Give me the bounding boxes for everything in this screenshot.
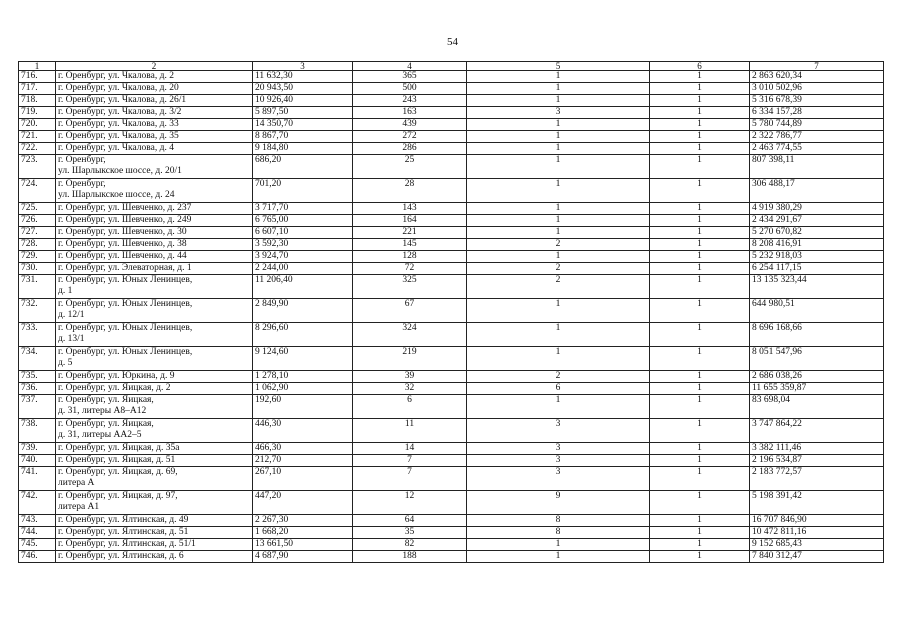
table-row [19,83,884,95]
count-cell: 14 [353,443,467,455]
row-number-cell: 720. [19,119,56,131]
count-cell: 35 [353,527,467,539]
column-header: 1 [19,62,56,71]
area-cell: 6 607,10 [253,227,353,239]
value-cell: 3 [467,467,650,491]
address-cell: г. Оренбург, ул. Яицкая, д. 69, литера А [56,467,253,491]
row-number-cell: 717. [19,83,56,95]
count-cell: 221 [353,227,467,239]
area-cell: 1 278,10 [253,371,353,383]
count-cell: 164 [353,215,467,227]
count-cell: 12 [353,491,467,515]
table-row [19,299,884,323]
address-cell: г. Оренбург, ул. Яицкая, д. 31, литеры АА2–5 [56,419,253,443]
amount-cell: 644 980,51 [750,299,884,323]
area-cell: 5 897,50 [253,107,353,119]
address-cell: г. Оренбург, ул. Юркина, д. 9 [56,371,253,383]
flag-cell: 1 [650,107,750,119]
address-cell: г. Оренбург, ул. Яицкая, д. 51 [56,455,253,467]
table-row [19,491,884,515]
value-cell: 1 [467,71,650,83]
flag-cell: 1 [650,467,750,491]
table-row [19,275,884,299]
count-cell: 243 [353,95,467,107]
flag-cell: 1 [650,251,750,263]
table-row [19,107,884,119]
address-cell: г. Оренбург, ул. Ялтинская, д. 6 [56,551,253,563]
table-row [19,515,884,527]
amount-cell: 8 051 547,96 [750,347,884,371]
count-cell: 324 [353,323,467,347]
area-cell: 192,60 [253,395,353,419]
address-cell: г. Оренбург, ул. Чкалова, д. 3/2 [56,107,253,119]
table-row [19,539,884,551]
table-row [19,203,884,215]
value-cell: 6 [467,383,650,395]
address-cell: г. Оренбург, ул. Элеваторная, д. 1 [56,263,253,275]
area-cell: 11 206,40 [253,275,353,299]
address-cell: г. Оренбург, ул. Чкалова, д. 2 [56,71,253,83]
count-cell: 72 [353,263,467,275]
row-number-cell: 716. [19,71,56,83]
column-header: 7 [750,62,884,71]
area-cell: 267,10 [253,467,353,491]
row-number-cell: 724. [19,179,56,203]
address-cell: г. Оренбург, ул. Ялтинская, д. 51/1 [56,539,253,551]
flag-cell: 1 [650,179,750,203]
table-row [19,263,884,275]
amount-cell: 807 398,11 [750,155,884,179]
row-number-cell: 723. [19,155,56,179]
amount-cell: 10 472 811,16 [750,527,884,539]
area-cell: 1 062,90 [253,383,353,395]
row-number-cell: 725. [19,203,56,215]
amount-cell: 5 316 678,39 [750,95,884,107]
address-cell: г. Оренбург, ул. Чкалова, д. 26/1 [56,95,253,107]
address-cell: г. Оренбург, ул. Юных Ленинцев, д. 13/1 [56,323,253,347]
column-header: 5 [467,62,650,71]
value-cell: 2 [467,275,650,299]
address-cell: г. Оренбург, ул. Чкалова, д. 20 [56,83,253,95]
amount-cell: 2 686 038,26 [750,371,884,383]
count-cell: 11 [353,419,467,443]
amount-cell: 8 696 168,66 [750,323,884,347]
area-cell: 11 632,30 [253,71,353,83]
table-row [19,323,884,347]
row-number-cell: 746. [19,551,56,563]
row-number-cell: 731. [19,275,56,299]
row-number-cell: 719. [19,107,56,119]
amount-cell: 5 270 670,82 [750,227,884,239]
address-cell: г. Оренбург, ул. Чкалова, д. 35 [56,131,253,143]
amount-cell: 7 840 312,47 [750,551,884,563]
row-number-cell: 729. [19,251,56,263]
amount-cell: 2 183 772,57 [750,467,884,491]
table-row [19,71,884,83]
count-cell: 25 [353,155,467,179]
value-cell: 8 [467,527,650,539]
area-cell: 447,20 [253,491,353,515]
table-row [19,179,884,203]
value-cell: 1 [467,203,650,215]
value-cell: 1 [467,227,650,239]
value-cell: 2 [467,239,650,251]
flag-cell: 1 [650,395,750,419]
value-cell: 2 [467,263,650,275]
table-row [19,527,884,539]
flag-cell: 1 [650,443,750,455]
row-number-cell: 740. [19,455,56,467]
area-cell: 9 124,60 [253,347,353,371]
flag-cell: 1 [650,131,750,143]
flag-cell: 1 [650,203,750,215]
flag-cell: 1 [650,71,750,83]
row-number-cell: 722. [19,143,56,155]
value-cell: 1 [467,83,650,95]
flag-cell: 1 [650,95,750,107]
row-number-cell: 737. [19,395,56,419]
amount-cell: 5 780 744,89 [750,119,884,131]
row-number-cell: 730. [19,263,56,275]
table-row [19,455,884,467]
address-cell: г. Оренбург, ул. Шарлыкское шоссе, д. 24 [56,179,253,203]
registry-table [18,61,884,563]
flag-cell: 1 [650,83,750,95]
row-number-cell: 745. [19,539,56,551]
page-number: 54 [447,36,458,48]
row-number-cell: 732. [19,299,56,323]
amount-cell: 2 863 620,34 [750,71,884,83]
flag-cell: 1 [650,383,750,395]
count-cell: 272 [353,131,467,143]
flag-cell: 1 [650,263,750,275]
count-cell: 7 [353,455,467,467]
amount-cell: 3 382 111,46 [750,443,884,455]
address-cell: г. Оренбург, ул. Шевченко, д. 30 [56,227,253,239]
row-number-cell: 735. [19,371,56,383]
amount-cell: 83 698,04 [750,395,884,419]
amount-cell: 2 463 774,55 [750,143,884,155]
table-row [19,419,884,443]
flag-cell: 1 [650,419,750,443]
row-number-cell: 726. [19,215,56,227]
count-cell: 128 [353,251,467,263]
area-cell: 4 687,90 [253,551,353,563]
flag-cell: 1 [650,551,750,563]
amount-cell: 2 434 291,67 [750,215,884,227]
amount-cell: 13 135 323,44 [750,275,884,299]
address-cell: г. Оренбург, ул. Юных Ленинцев, д. 5 [56,347,253,371]
flag-cell: 1 [650,299,750,323]
amount-cell: 306 488,17 [750,179,884,203]
value-cell: 1 [467,251,650,263]
count-cell: 28 [353,179,467,203]
column-header: 4 [353,62,467,71]
table-row [19,95,884,107]
row-number-cell: 743. [19,515,56,527]
amount-cell: 6 254 117,15 [750,263,884,275]
area-cell: 2 267,30 [253,515,353,527]
flag-cell: 1 [650,527,750,539]
count-cell: 500 [353,83,467,95]
area-cell: 3 924,70 [253,251,353,263]
area-cell: 1 668,20 [253,527,353,539]
flag-cell: 1 [650,323,750,347]
address-cell: г. Оренбург, ул. Яицкая, д. 35а [56,443,253,455]
flag-cell: 1 [650,119,750,131]
amount-cell: 6 334 157,28 [750,107,884,119]
table-row [19,155,884,179]
count-cell: 82 [353,539,467,551]
row-number-cell: 742. [19,491,56,515]
count-cell: 365 [353,71,467,83]
row-number-cell: 718. [19,95,56,107]
registry-body [19,71,884,563]
area-cell: 6 765,00 [253,215,353,227]
value-cell: 1 [467,551,650,563]
row-number-cell: 733. [19,323,56,347]
address-cell: г. Оренбург, ул. Шевченко, д. 38 [56,239,253,251]
table-row [19,551,884,563]
value-cell: 3 [467,419,650,443]
area-cell: 10 926,40 [253,95,353,107]
amount-cell: 8 208 416,91 [750,239,884,251]
table-row [19,227,884,239]
flag-cell: 1 [650,491,750,515]
flag-cell: 1 [650,227,750,239]
row-number-cell: 728. [19,239,56,251]
address-cell: г. Оренбург, ул. Шевченко, д. 44 [56,251,253,263]
table-row [19,119,884,131]
count-cell: 325 [353,275,467,299]
value-cell: 3 [467,107,650,119]
address-cell: г. Оренбург, ул. Шарлыкское шоссе, д. 20/1 [56,155,253,179]
value-cell: 1 [467,155,650,179]
row-number-cell: 727. [19,227,56,239]
flag-cell: 1 [650,539,750,551]
amount-cell: 4 919 380,29 [750,203,884,215]
value-cell: 1 [467,95,650,107]
flag-cell: 1 [650,275,750,299]
address-cell: г. Оренбург, ул. Чкалова, д. 33 [56,119,253,131]
count-cell: 32 [353,383,467,395]
address-cell: г. Оренбург, ул. Шевченко, д. 249 [56,215,253,227]
value-cell: 1 [467,395,650,419]
count-cell: 439 [353,119,467,131]
flag-cell: 1 [650,515,750,527]
value-cell: 2 [467,371,650,383]
address-cell: г. Оренбург, ул. Шевченко, д. 237 [56,203,253,215]
column-header: 2 [56,62,253,71]
address-cell: г. Оренбург, ул. Яицкая, д. 97, литера А1 [56,491,253,515]
value-cell: 1 [467,347,650,371]
row-number-cell: 738. [19,419,56,443]
area-cell: 9 184,80 [253,143,353,155]
amount-cell: 3 010 502,96 [750,83,884,95]
area-cell: 20 943,50 [253,83,353,95]
address-cell: г. Оренбург, ул. Яицкая, д. 31, литеры А8–А12 [56,395,253,419]
area-cell: 13 661,50 [253,539,353,551]
table-row [19,383,884,395]
amount-cell: 5 232 918,03 [750,251,884,263]
amount-cell: 5 198 391,42 [750,491,884,515]
amount-cell: 2 196 534,87 [750,455,884,467]
value-cell: 1 [467,323,650,347]
count-cell: 143 [353,203,467,215]
table-row [19,239,884,251]
row-number-cell: 734. [19,347,56,371]
area-cell: 3 717,70 [253,203,353,215]
count-cell: 64 [353,515,467,527]
value-cell: 1 [467,299,650,323]
header-row [19,62,884,71]
table-row [19,251,884,263]
area-cell: 212,70 [253,455,353,467]
flag-cell: 1 [650,347,750,371]
count-cell: 163 [353,107,467,119]
area-cell: 446,30 [253,419,353,443]
value-cell: 3 [467,455,650,467]
value-cell: 1 [467,119,650,131]
address-cell: г. Оренбург, ул. Юных Ленинцев, д. 1 [56,275,253,299]
row-number-cell: 741. [19,467,56,491]
flag-cell: 1 [650,143,750,155]
address-cell: г. Оренбург, ул. Чкалова, д. 4 [56,143,253,155]
table-row [19,215,884,227]
table-row [19,143,884,155]
address-cell: г. Оренбург, ул. Яицкая, д. 2 [56,383,253,395]
amount-cell: 16 707 846,90 [750,515,884,527]
amount-cell: 11 655 359,87 [750,383,884,395]
table-row [19,467,884,491]
column-header: 3 [253,62,353,71]
area-cell: 466,30 [253,443,353,455]
address-cell: г. Оренбург, ул. Юных Ленинцев, д. 12/1 [56,299,253,323]
address-cell: г. Оренбург, ул. Ялтинская, д. 51 [56,527,253,539]
flag-cell: 1 [650,455,750,467]
area-cell: 3 592,30 [253,239,353,251]
area-cell: 2 244,00 [253,263,353,275]
value-cell: 1 [467,179,650,203]
flag-cell: 1 [650,371,750,383]
row-number-cell: 721. [19,131,56,143]
area-cell: 701,20 [253,179,353,203]
row-number-cell: 739. [19,443,56,455]
column-header: 6 [650,62,750,71]
table-row [19,395,884,419]
value-cell: 9 [467,491,650,515]
count-cell: 188 [353,551,467,563]
count-cell: 219 [353,347,467,371]
count-cell: 145 [353,239,467,251]
row-number-cell: 744. [19,527,56,539]
area-cell: 8 867,70 [253,131,353,143]
area-cell: 686,20 [253,155,353,179]
count-cell: 67 [353,299,467,323]
count-cell: 39 [353,371,467,383]
count-cell: 6 [353,395,467,419]
row-number-cell: 736. [19,383,56,395]
flag-cell: 1 [650,215,750,227]
area-cell: 2 849,90 [253,299,353,323]
table-row [19,443,884,455]
address-cell: г. Оренбург, ул. Ялтинская, д. 49 [56,515,253,527]
area-cell: 8 296,60 [253,323,353,347]
value-cell: 1 [467,131,650,143]
table-row [19,131,884,143]
value-cell: 8 [467,515,650,527]
flag-cell: 1 [650,155,750,179]
flag-cell: 1 [650,239,750,251]
value-cell: 1 [467,215,650,227]
value-cell: 1 [467,539,650,551]
count-cell: 7 [353,467,467,491]
value-cell: 3 [467,443,650,455]
value-cell: 1 [467,143,650,155]
amount-cell: 9 152 685,43 [750,539,884,551]
amount-cell: 2 322 786,77 [750,131,884,143]
table-row [19,371,884,383]
table-row [19,347,884,371]
amount-cell: 3 747 864,22 [750,419,884,443]
area-cell: 14 350,70 [253,119,353,131]
count-cell: 286 [353,143,467,155]
